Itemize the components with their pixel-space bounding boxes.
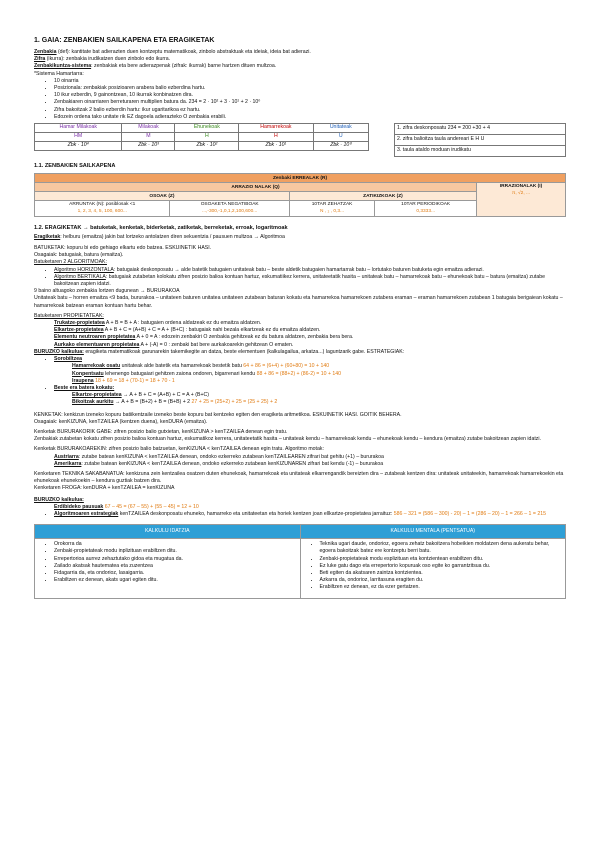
table-cell: ZATIKIZKOAK (Z) (289, 192, 476, 201)
section-heading: 1.1. ZENBAKIEN SAILKAPENA (34, 163, 116, 170)
buruzko-line: BURUZKO kalkulua: eragiketa matematikoak garunarekin takemikegite an datza, beste elementuen (kalkulagailua, arkatza...) laguntzarik gabe. ESTRATEGIAK: (34, 348, 405, 355)
list-item: • Teknika ugari daude, ondorioz, egoera zehatz bakoitzera hobeikien moldatzen dena aukeratu behar, egoera bakoitzak batez ere kontzeptu berri batu. (320, 541, 563, 555)
table-row (35, 133, 369, 142)
table-cell: U (313, 133, 368, 142)
table-cell: 3. taula ataldo moduan irudikatu (395, 146, 566, 157)
list-item: • Zenbaki-propietateak modu inplizituan erabiltzen ditu. (54, 548, 297, 555)
propietateak-list (34, 320, 566, 349)
propietateak-title: Batuketaren PROPIETATEAK: (34, 312, 104, 319)
algoritmoak-list (34, 267, 566, 289)
table-cell: OSOAKETA NEGATIBOAK ...,-300,-1,0,1,2,100,600... (170, 201, 289, 216)
table-cell: IRRAZIONALAK (I) π, √2, ... (477, 183, 566, 216)
algoritmoak-title: Batuketaren 2 ALGORITMOAK: (34, 259, 107, 266)
table-row (395, 146, 566, 157)
table-header: KALKULU IDATZIA (35, 525, 301, 539)
k-bururakoa-paragraph: Zenbakiak zutabetan kokatu zifren posizio balioa kontuan hartuz, eskumatikoz kerrera, unitateetatik hasita – unitateak kendu – hamarrekoak kendu – ehunekoak kendu – kendura (emaitza) zutabe bakoitzean zapien idatzi. (34, 436, 541, 443)
list-item: • Zifra bakoitzak 2 balio ezberdin hartu: ikur ugaritarikoa ez hartu. (54, 107, 566, 114)
list-item: • Orokorra da (54, 541, 297, 548)
list-item: • Erdibideko pausuak 67 – 45 = (67 – 55) + (55 – 45) = 12 + 10 (54, 504, 566, 511)
calculation-comparison-table (34, 524, 566, 598)
table-cell: Milakoak (122, 124, 175, 133)
list-item: • Beti egiten da akatsaren zaintza kontzientea. (320, 570, 563, 577)
list-item: • Aurkako elementuaren propietatea A + (-A) = 0 : zenbaki bat bere aurkakoarekin gehitzean O ematen. (54, 342, 566, 349)
list-item: • Beste era batera kokatu: ◦ Elkartze-propietatea → A + B + C = (A+B) + C = A + (B+C) ◦ Bikoitzak aurkitu → A + B = (B+2) + B = (B+B) + 2 27 + 25 = (25+2) + 25 = (25 + 25) + 2 (54, 385, 566, 407)
list-item: • Algoritmo HORIZONTALA: batugaiak deskonposatu → alde batetik batugaien unitateak batu – beste aldetik batugaien hamartarrak batu – lortutako baturen batuketa egin emaitza adierazi. (54, 267, 566, 274)
units-row (34, 123, 566, 157)
sub-list (54, 392, 566, 406)
table-header: KALKULU MENTALA (PENTSATUA) (300, 525, 566, 539)
table-cell: HM (35, 133, 122, 142)
list-item: • Erabiltzen ez denean, akats ugari egiten ditu. (54, 577, 297, 584)
k-algoritmoak-list (34, 454, 566, 468)
list-item: • Fidagarria da, eta ondorioz, lasaigarria. (54, 570, 297, 577)
list-item: • Algoritmoaren estrategiak kenTZAILEA deskonposatu ehuneko, hamarreko eta unitateetan eta horiek kentzen joan ellkartze-propietatea jarraituz: 586 – 321 = (586 – 300) - 20) – 1 = (286 – 20) – 1 = 266 – 1 = 215 (54, 511, 566, 518)
hamartarra-label: *Sistema Hamartarra: (34, 70, 84, 77)
number-classification-table (34, 173, 566, 216)
list-item: • Elementu neutroaren propietatea A + 0 = A : edozein zenbakiri O zenbakia gehitzeak ez du batura aldatzen, zenbakia bera bera. (54, 334, 566, 341)
table-cell: Unitateak (313, 124, 368, 133)
table-cell: H (175, 133, 239, 142)
table-row (395, 124, 566, 135)
table-cell: OSOAK (Z) (35, 192, 290, 201)
table-row (35, 142, 369, 151)
table-cell: Zbk · 10¹ (239, 142, 313, 151)
list-item: • Erabiltzen ez denean, ez da ezer gertatzen. (320, 584, 563, 591)
definition-sistema: Zenbakikuntza-sistema: zenbakiak eta bere adierazpenak (zifrak: ikurrak) barne hartzen dituen multzoa. (34, 63, 277, 70)
list-item: ◦ Elkartze-propietatea → A + B + C = (A+B) + C = A + (B+C) (72, 392, 566, 399)
buruzko2-list (34, 504, 566, 518)
osagaiak2-line: Osagaiak: kenKIZUNA, kenTZAILEA (kentzen duena), kenDURA (emaitza). (34, 418, 208, 425)
table-cell: Zenbaki ERREALAK (R) (35, 174, 566, 183)
mental-calc-list (304, 541, 563, 591)
table-row (35, 539, 566, 598)
table-row (35, 174, 566, 183)
definition-zifra: Zifra (ikurra): zenbakia irudikatzen duen zinbolo edo ikurra. (34, 56, 171, 63)
list-item: • Ez luke gatu dago eta errepertorio kopuruak oso egite ko garrantzitsua du. (320, 563, 563, 570)
list-item: • Sorobiltzea ◦ Hamarrekoak osatu unitateak alde batetik eta hamarrekoak bestetik batu 64 + 86 = (6+4) + (60+80) = 10 + 140 ◦ Konpentsatu lehenengo batugaiari gehitzen zaiona ondoren, bigarrenari kendu 88 + 86 = (88+2) + (86-2) = 10 + 140 ◦ Iraupena 18 + 69 = 18 + (70-1) = 18 + 70 - 1 (54, 356, 566, 385)
list-item: ◦ Hamarrekoak osatu unitateak alde batetik eta hamarrekoak bestetik batu 64 + 86 = (6+4) + (60+80) = 10 + 140 (72, 363, 566, 370)
table-cell: Ehunekoak (175, 124, 239, 133)
table-cell: 10TAR ZEHATZAK N , ₂ , 0,3... (289, 201, 374, 216)
table-row (35, 525, 566, 539)
bururakoa-paragraph: Unitateak batu – horren emaitza <9 bada, bururakoa – unitateen baturen unitatea unitateen zutabean baturan kokatu eta hamarrekoa hamarrekoen zutabera eraman – eraman hamarrekoen zutabean 1 batugaia berigaiean kokatu – hamarrekoak batzean eraman kontuan hartu behar. (34, 295, 563, 309)
steps-table (394, 123, 566, 157)
table-cell: Hamarrekoak (239, 124, 313, 133)
list-item: • Azkarra da, ondorioz, larritasuna eragiten du. (320, 577, 563, 584)
list-item: • Zenbaki-propietateak modu esplizituan eta kontzientean erabiltzen ditu. (320, 556, 563, 563)
intro-block (34, 49, 566, 157)
list-item: • Zenbakiaren oinarriaren berreturaren multiplien batura da. 234 = 2 · 10² + 3 · 10¹ + 2 · 10⁰ (54, 99, 566, 106)
buruzko2-title: BURUZKO kalkulua: (34, 496, 84, 503)
table-cell: 2. zifra balioitza taula andereari E H U (395, 135, 566, 146)
list-item: • Algoritmo BERTIKALA: batugaiak zutabetan kolokatu zifren posizio balioa kontuan hartuz, eskumatiikez kerrera, unitateetatik hasita – unitateak batu – hamarrekoak batu – ehunekoak batu – batura (emaitza) zutabe bakoitzean zapien idatzi. (54, 274, 566, 288)
table-cell: Zbk · 10⁴ (35, 142, 122, 151)
table-row (35, 124, 369, 133)
k-froga-line: Kenketaren FROGA: kenDURA + kenTZAILEA = kenKIZUNA (34, 485, 175, 492)
hamartarra-list (34, 78, 566, 121)
kenketak-line: KENKETAK: kenkizun izeneko kopuru batiikentzaile izeneko beste kopuru bat kentzeko egiten den eragiketa aritmetikoa. ESKUINETIK HASI. GOITIK BEHERA. (34, 411, 402, 418)
list-item: • Edozein ordena tako unitate rik EZ dagoela adierazteko O zenbakia erabili. (54, 114, 566, 121)
list-item: • Elkartze-propietatea A + B + C = (A+B) + C = A + (B+C) : batugaiak nahi bezala elkartzeak ez du emaitza aldatzen. (54, 327, 566, 334)
list-item: • Austriarra: zutabe batean kenKIZUNA < kenTZAILEA denean, ondoko ezkerreko zutabean kenTZAILEAREN zifrari bat gehitu (+1) – bururakoa (54, 454, 566, 461)
place-value-table (34, 123, 369, 151)
table-cell (35, 539, 301, 598)
bururakoa-line: 9 baino altuagoko zenbakia lortzen dugunean → BURURAKOA (34, 288, 180, 295)
list-item: ◦ Konpentsatu lehenengo batugaiari gehitzen zaiona ondoren, bigarrenari kendu 88 + 86 = (88+2) + (86-2) = 10 + 140 (72, 371, 566, 378)
table-cell: 10TAR PERIODIKOAK 0,3333... (375, 201, 477, 216)
document-page (34, 36, 566, 599)
k-bururakoa-line: Kenketak BURURAKORIK GABE: zifren posizio balio gutxietan, kenKIZUNA > kenTZAILEA denean egin tratu. (34, 428, 288, 435)
list-item: ◦ Bikoitzak aurkitu → A + B = (B+2) + B = (B+B) + 2 27 + 25 = (25+2) + 25 = (25 + 25) + 2 (72, 399, 566, 406)
table-cell: Zbk · 10⁰ (313, 142, 368, 151)
list-item: • 10 ikur ezberdin, 9 gainontzean, 10 ikurrak konbinatzen dira. (54, 92, 566, 99)
table-row (35, 183, 566, 192)
definition-eragiketak: Eragiketak: helburu (emaitza) jakin bat lortzeko antolatzen diren sekuentzia / pausuen multzoa → Algoritmoa (34, 233, 285, 240)
list-item: • Trukatze-propietatea A + B = B + A : batugaien ordena aldatzeak ez du emaitza aldatzen. (54, 320, 566, 327)
definition-zenbakia: Zenbakia (def): kantitate bat adierazten duen kontzeptu matematikoak, zinbolo abstraktuak eta ideiak, ideia bat adierazi. (34, 49, 311, 55)
k-teknika-paragraph: Kenketaren TEKNIKA SAKABANATUA: kenkizuna zein kentzailea osatzen duten ehunekoak, hamarrekoak eta unitateak elkarrengandik bereizten dira – zutabeak kentzen dira: unitateak unitateekin, hamarrekoak hamarrekoekin eta ehunekoak ehunekoekin – kendura guztiak batzen dira. (34, 470, 564, 485)
list-item: • Zailado akatsak hautematea eta zuzentzea (54, 563, 297, 570)
sub-list (54, 363, 566, 385)
table-row (395, 135, 566, 146)
buruzko-list (34, 356, 566, 406)
list-item: ◦ Iraupena 18 + 69 = 18 + (70-1) = 18 + 70 - 1 (72, 378, 566, 385)
table-cell: Zbk · 10² (175, 142, 239, 151)
table-cell: 1. zifra deskonposatu 234 = 200 +30 + 4 (395, 124, 566, 135)
list-item: • Amerikarra: zutabe batean kenKIZUNA < kenTZAILEA denean, ondoko ezkerreko zutabean kenKIZUNAREN zifrari bat kendu (-1) – bururakoa (54, 461, 566, 468)
table-cell: ARRUNTAK (N): posiblosak <1 1, 2, 3, 4, 5, 100, 600... (35, 201, 170, 216)
table-cell: Zbk · 10³ (122, 142, 175, 151)
table-cell: Hamar Milakoak (35, 124, 122, 133)
k-bururakoarekin-line: Kenketak BURURAKOAREKIN: zifren posizio balio batzuetan, kenKIZUNA < kenTZAILEA denean egin tratu. Algoritmo motak: (34, 446, 324, 453)
list-item: • Errepertorioa aurrez zehaztutako gidoa eta mugatua da. (54, 556, 297, 563)
written-calc-list (38, 541, 297, 584)
list-item: • Posizionala: zenbakiak posizioaren arabera balio ezberdina hartu. (54, 85, 566, 92)
page-title: 1. GAIA: ZENBAKIEN SAILKAPENA ETA ERAGIKETAK (34, 37, 215, 44)
section-heading: 1.2. ERAGIKETAK → batuketak, kenketak, biderketak, zatiketak, berreketak, erroak, logaritmoak (34, 224, 288, 231)
table-cell: ARRAZIO NALAK (Q) (35, 183, 477, 192)
osagaiak-line: Osagaiak: batugaiak, batura (emaitza). (34, 252, 124, 259)
table-cell (300, 539, 566, 598)
table-cell: M (122, 133, 175, 142)
list-item: • 10 oinarria (54, 78, 566, 85)
batuketak-line: BATUKETAK: kopuru bi edo gehiago elkartu edo batzea. ESKUINETIK HASI. (34, 245, 212, 252)
table-cell: H (239, 133, 313, 142)
